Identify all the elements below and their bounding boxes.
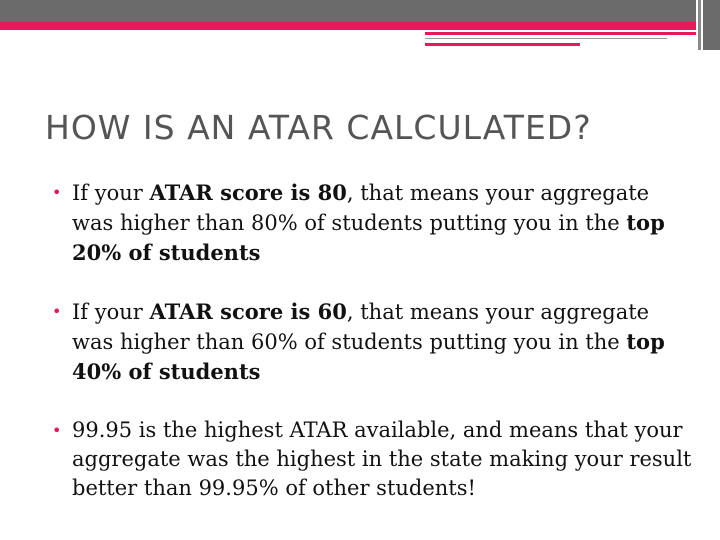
bullet-text: , that means your aggregate was higher than 60% of students putting you in the xyxy=(72,300,650,354)
bullet-text: 99.95 is the highest ATAR available, and means that your aggregate was the highest in the state making your result better than 99.95% of other students! xyxy=(72,418,692,500)
bullet-item-score-80 xyxy=(52,178,692,268)
bullet-emphasis: top 20% of students xyxy=(72,210,665,265)
bullet-icon: • xyxy=(52,421,62,440)
header-bar-gray xyxy=(0,0,696,22)
bullet-icon: • xyxy=(52,183,62,202)
header-bar-right-thin xyxy=(698,0,701,50)
header-stripe-pink xyxy=(425,32,696,35)
bullet-item-highest-atar xyxy=(52,416,692,503)
header-bar-right xyxy=(703,0,720,50)
header-stripe-pink-short xyxy=(425,43,580,46)
slide-title: HOW IS AN ATAR CALCULATED? xyxy=(45,108,592,147)
bullet-emphasis: ATAR score is 80 xyxy=(149,180,347,205)
bullet-emphasis: ATAR score is 60 xyxy=(149,299,347,324)
bullet-text: If your xyxy=(72,300,150,324)
bullet-list xyxy=(52,178,692,532)
bullet-text: , that means your aggregate was higher than 80% of students putting you in the xyxy=(72,181,650,235)
header-stripe-gray xyxy=(425,38,667,39)
header-bar-pink xyxy=(0,22,696,30)
bullet-emphasis: top 40% of students xyxy=(72,329,665,384)
bullet-item-score-60 xyxy=(52,297,692,387)
bullet-icon: • xyxy=(52,302,62,321)
bullet-text: If your xyxy=(72,181,150,205)
header-decoration xyxy=(0,0,720,50)
